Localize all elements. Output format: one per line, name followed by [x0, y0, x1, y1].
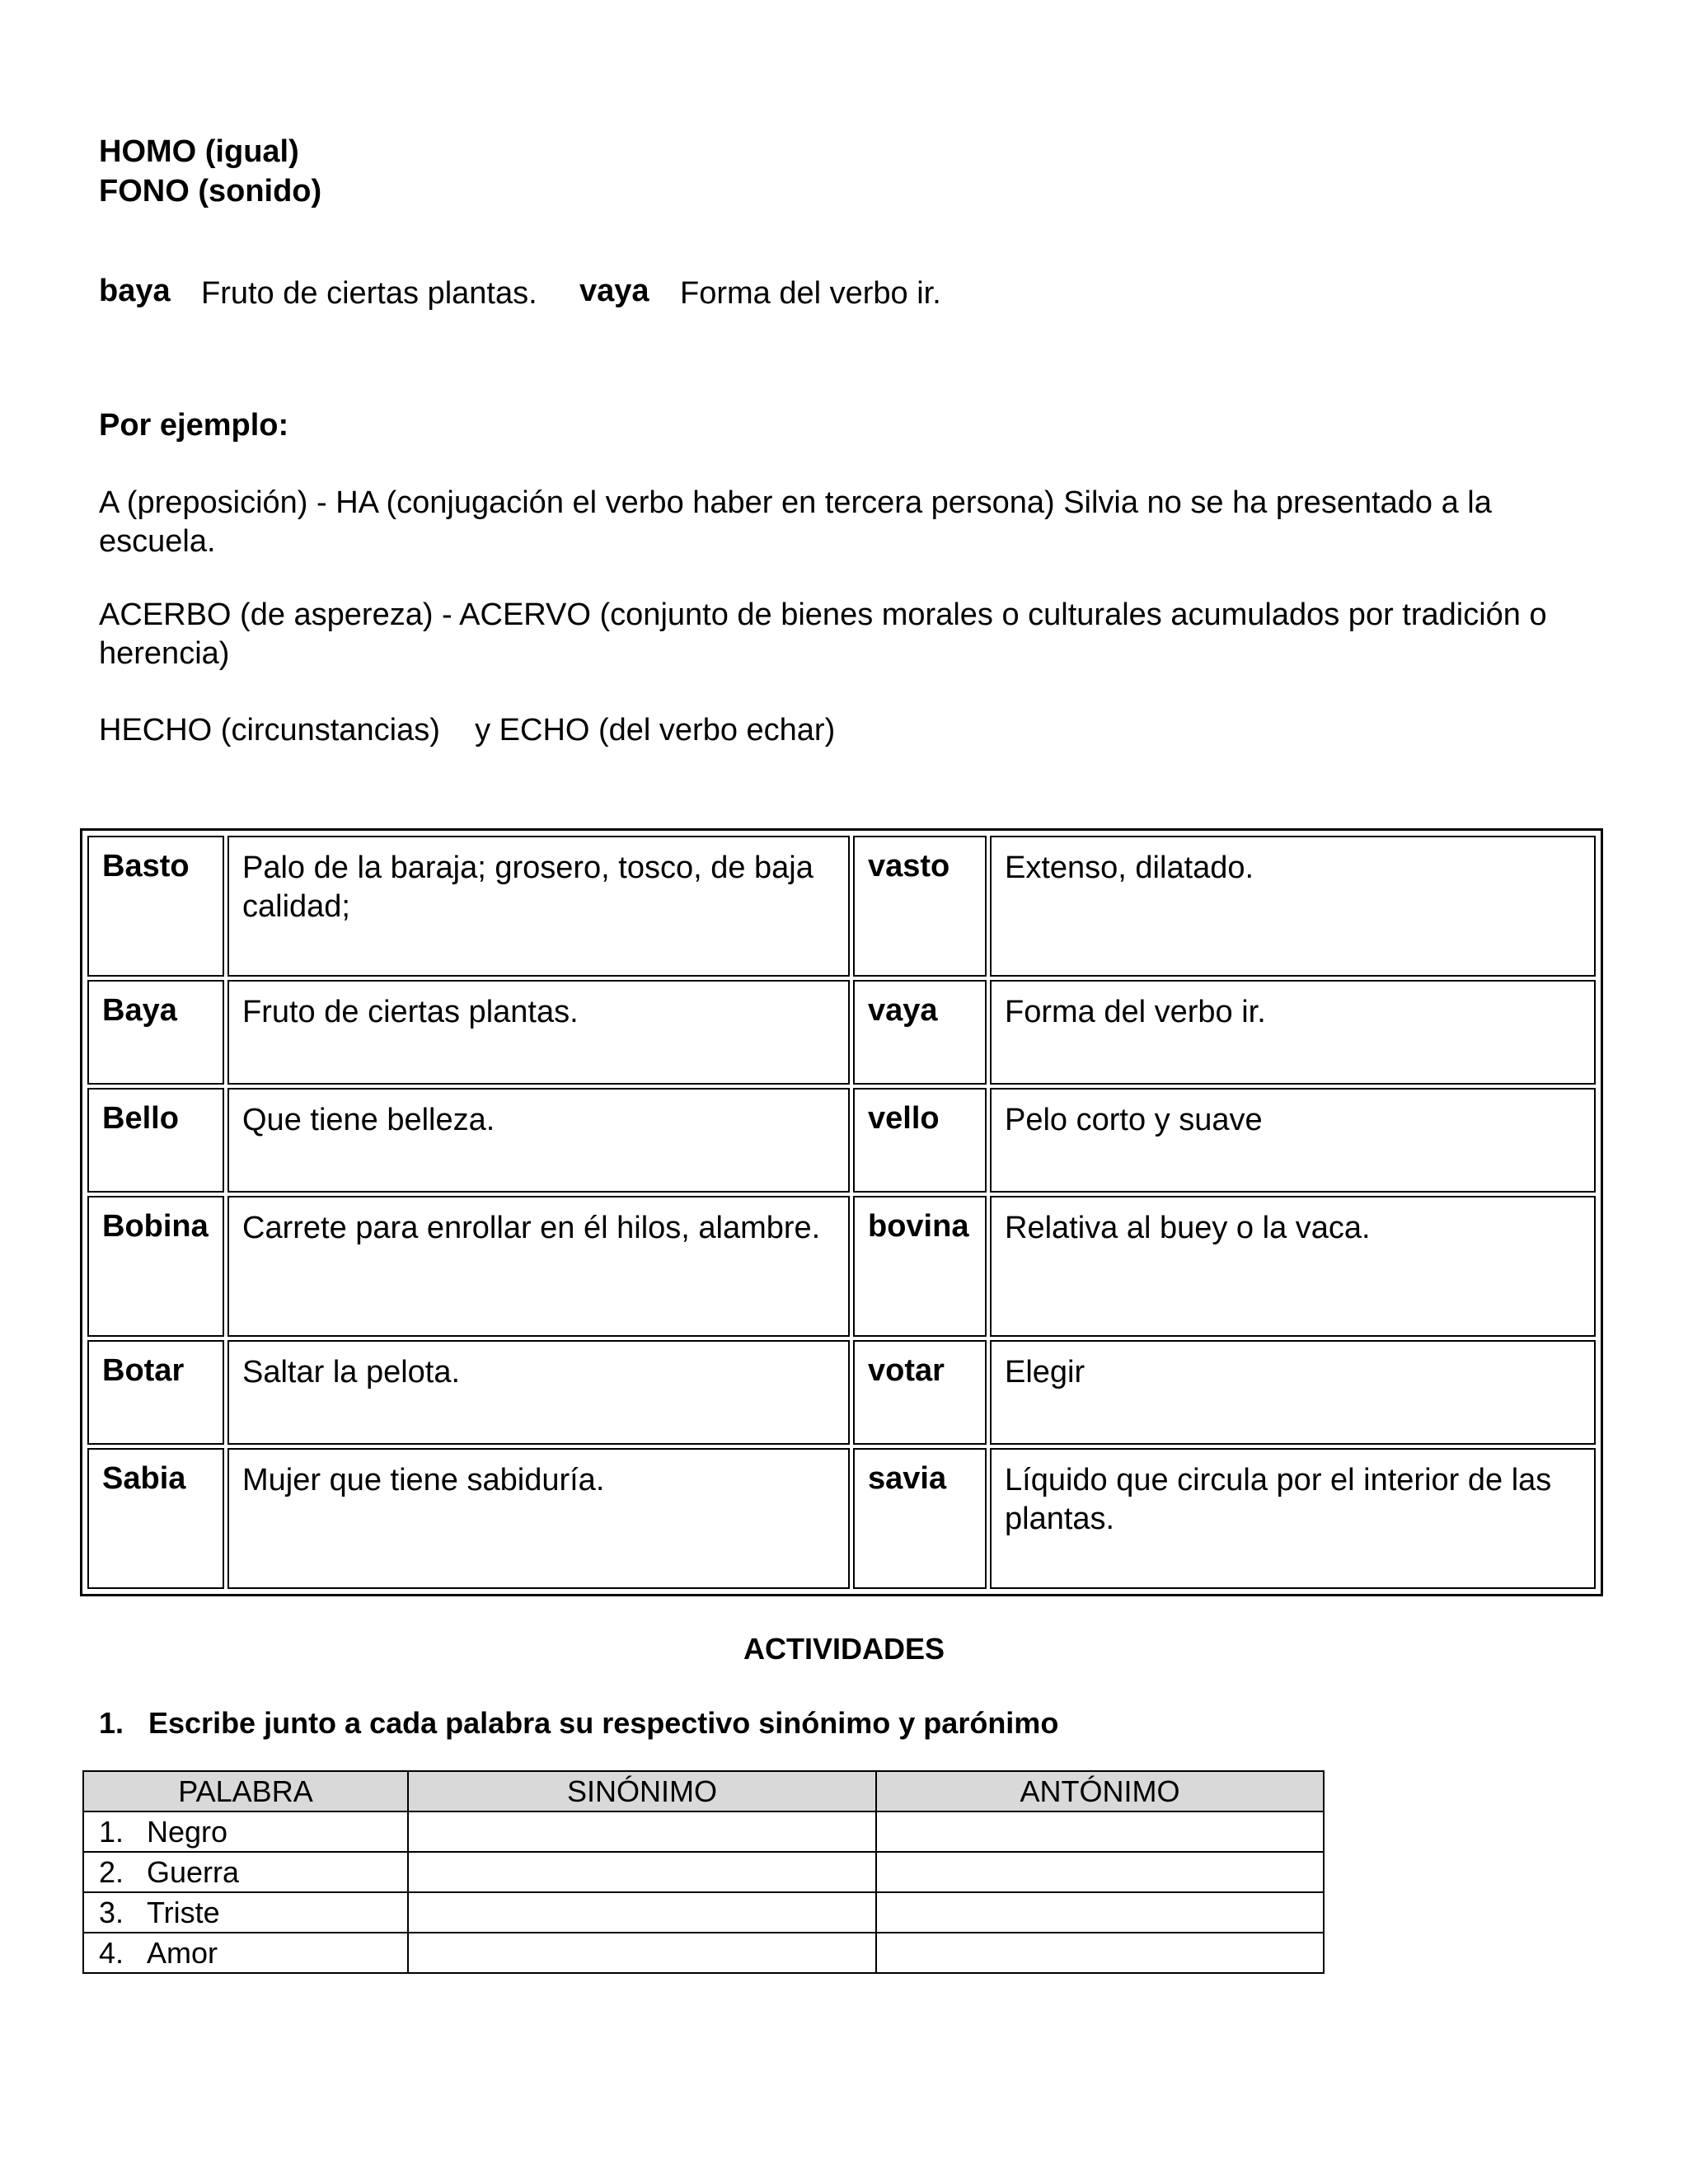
- table-row: [83, 1892, 1324, 1933]
- row-number: 3.: [99, 1895, 124, 1929]
- row-number: 1.: [99, 1814, 124, 1849]
- table-header-row: [83, 1771, 1324, 1811]
- row-word: Amor: [147, 1935, 218, 1970]
- intro-word-2: vaya: [579, 274, 649, 308]
- word-b: Baya: [87, 980, 224, 1085]
- word-cell: [83, 1892, 408, 1933]
- word-b: Sabia: [87, 1448, 224, 1589]
- row-number: 4.: [99, 1935, 124, 1970]
- table-row: [87, 836, 1596, 977]
- antonym-answer-cell[interactable]: [876, 1933, 1324, 1973]
- word-v: bovina: [853, 1196, 987, 1337]
- antonym-answer-cell[interactable]: [876, 1811, 1324, 1852]
- row-word: Negro: [147, 1814, 228, 1849]
- word-b: Botar: [87, 1340, 224, 1445]
- word-cell: [83, 1933, 408, 1973]
- intro-def-2: Forma del verbo ir.: [680, 276, 941, 311]
- intro-def-1: Fruto de ciertas plantas.: [201, 276, 537, 311]
- table-row: [87, 1448, 1596, 1589]
- word-cell: [83, 1811, 408, 1852]
- activities-title: ACTIVIDADES: [743, 1632, 945, 1666]
- word-b: Bobina: [87, 1196, 224, 1337]
- example-paragraph-3: HECHO (circunstancias) y ECHO (del verbo echar): [99, 713, 836, 748]
- antonym-answer-cell[interactable]: [876, 1892, 1324, 1933]
- antonym-answer-cell[interactable]: [876, 1852, 1324, 1892]
- word-b: Bello: [87, 1088, 224, 1193]
- example-paragraph-1: A (preposición) - HA (conjugación el verbo haber en tercera persona) Silvia no se ha presentado a la escuela.: [99, 485, 1492, 559]
- header-sinonimo: SINÓNIMO: [408, 1771, 876, 1811]
- header-antonimo: ANTÓNIMO: [876, 1771, 1324, 1811]
- definition-b: Carrete para enrollar en él hilos, alambre.: [227, 1196, 850, 1337]
- instruction-number: 1.: [99, 1706, 124, 1740]
- definition-v: Elegir: [990, 1340, 1596, 1445]
- table-row: [87, 1340, 1596, 1445]
- definition-v: Pelo corto y suave: [990, 1088, 1596, 1193]
- synonym-answer-cell[interactable]: [408, 1933, 876, 1973]
- definition-b: Mujer que tiene sabiduría.: [227, 1448, 850, 1589]
- homophones-table: [80, 828, 1603, 1596]
- table-row: [87, 1196, 1596, 1337]
- word-v: votar: [853, 1340, 987, 1445]
- definition-v: Extenso, dilatado.: [990, 836, 1596, 977]
- word-v: vaya: [853, 980, 987, 1085]
- definition-v: Relativa al buey o la vaca.: [990, 1196, 1596, 1337]
- definition-v: Forma del verbo ir.: [990, 980, 1596, 1085]
- definition-b: Que tiene belleza.: [227, 1088, 850, 1193]
- definition-b: Fruto de ciertas plantas.: [227, 980, 850, 1085]
- word-v: vello: [853, 1088, 987, 1193]
- word-v: vasto: [853, 836, 987, 977]
- table-row: [83, 1852, 1324, 1892]
- word-v: savia: [853, 1448, 987, 1589]
- table-row: [87, 1088, 1596, 1193]
- word-b: Basto: [87, 836, 224, 977]
- header-fono: FONO (sonido): [99, 174, 322, 209]
- synonym-answer-cell[interactable]: [408, 1811, 876, 1852]
- synonym-answer-cell[interactable]: [408, 1852, 876, 1892]
- table-row: [87, 980, 1596, 1085]
- definition-b: Saltar la pelota.: [227, 1340, 850, 1445]
- intro-word-1: baya: [99, 274, 171, 308]
- row-number: 2.: [99, 1854, 124, 1889]
- activities-table: [82, 1770, 1325, 1974]
- header-homo: HOMO (igual): [99, 134, 299, 169]
- example-paragraph-2: ACERBO (de aspereza) - ACERVO (conjunto de bienes morales o culturales acumulados por tradición o herencia): [99, 598, 1547, 671]
- instruction-text: Escribe junto a cada palabra su respectivo sinónimo y parónimo: [148, 1706, 1059, 1740]
- row-word: Triste: [147, 1895, 220, 1929]
- table-row: [83, 1933, 1324, 1973]
- definition-b: Palo de la baraja; grosero, tosco, de baja calidad;: [227, 836, 850, 977]
- table-row: [83, 1811, 1324, 1852]
- synonym-answer-cell[interactable]: [408, 1892, 876, 1933]
- header-palabra: PALABRA: [83, 1771, 408, 1811]
- examples-heading: Por ejemplo:: [99, 408, 289, 443]
- word-cell: [83, 1852, 408, 1892]
- row-word: Guerra: [147, 1854, 240, 1889]
- definition-v: Líquido que circula por el interior de las plantas.: [990, 1448, 1596, 1589]
